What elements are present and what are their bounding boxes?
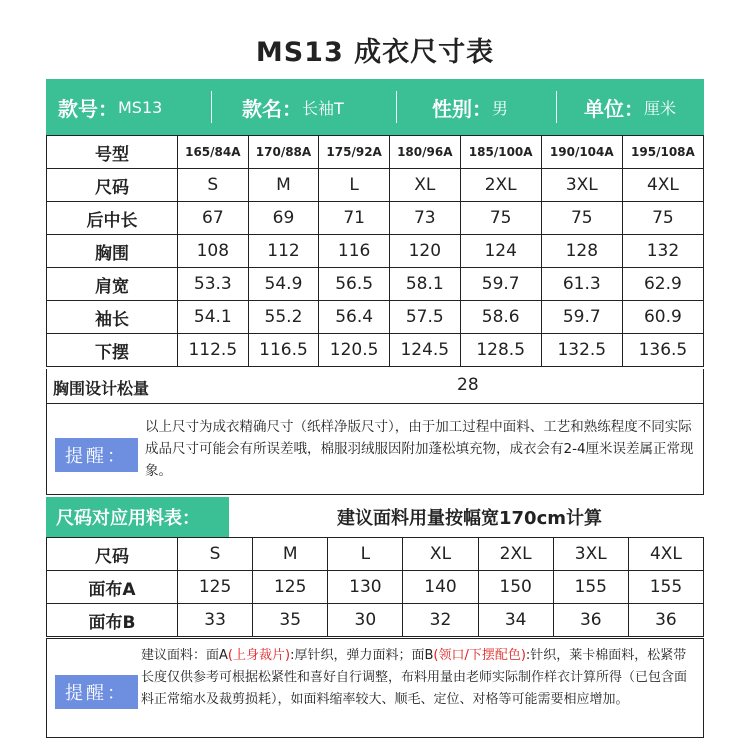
table-cell: 140 — [403, 571, 478, 604]
table-cell: 36 — [553, 604, 628, 637]
header-bar — [46, 79, 704, 135]
table-cell: M — [253, 538, 328, 571]
unit — [584, 79, 676, 135]
table-cell: 60.9 — [622, 301, 703, 334]
fabric-section-label: 尺码对应用料表： — [46, 497, 229, 537]
table-cell: 124 — [460, 235, 541, 268]
style-number-value: MS13 — [118, 97, 163, 117]
table-cell: 132 — [622, 235, 703, 268]
table-cell: 56.5 — [319, 268, 390, 301]
unit-label: 单位： — [584, 96, 644, 121]
table-cell: 190/104A — [541, 136, 622, 169]
table-cell: 150 — [478, 571, 553, 604]
table-row — [47, 268, 704, 301]
table-cell: 58.6 — [460, 301, 541, 334]
table-row — [47, 169, 704, 202]
style-name-value: 长袖T — [302, 98, 344, 118]
row-header: 面布B — [47, 604, 178, 637]
fabric-note-highlight: (上身裁片) — [227, 648, 291, 663]
row-header: 尺码 — [47, 538, 178, 571]
table-row — [47, 301, 704, 334]
table-cell: 71 — [319, 202, 390, 235]
table-cell: 3XL — [541, 169, 622, 202]
unit-value: 厘米 — [644, 98, 677, 118]
table-cell: 33 — [178, 604, 253, 637]
table-cell: XL — [389, 169, 460, 202]
table-row — [47, 334, 704, 367]
style-number — [58, 79, 162, 135]
table-cell: 165/84A — [178, 136, 249, 169]
table-cell: 54.1 — [178, 301, 249, 334]
style-name — [242, 79, 344, 135]
table-cell: 120.5 — [319, 334, 390, 367]
fabric-note-part: 建议面料：面A — [141, 648, 228, 663]
table-cell: 128 — [541, 235, 622, 268]
table-cell: 54.9 — [248, 268, 319, 301]
table-cell: 75 — [622, 202, 703, 235]
table-cell: 69 — [248, 202, 319, 235]
table-row — [47, 538, 704, 571]
fabric-note-part: :针织，莱卡棉面料，松紧带长度仅供参考可根据松紧性和喜好自行调整，布料用量由老师实际制作样衣计算所得（已包含面料正常缩水及裁剪损耗），如面料缩率较大、顺毛、定位、对格等可能需要相应增加。 — [141, 648, 688, 707]
table-cell: 175/92A — [319, 136, 390, 169]
reminder-text: 以上尺寸为成衣精确尺寸（纸样净版尺寸），由于加工过程中面料、工艺和熟练程度不同实际成品尺寸可能会有所误差哦，棉服羽绒服因附加蓬松填充物，成衣会有2-4厘米误差属正常现象。 — [145, 419, 694, 479]
reminder-tag: 提醒： — [55, 438, 138, 472]
chest-ease-row — [46, 369, 704, 404]
table-cell: 132.5 — [541, 334, 622, 367]
reminder-box — [46, 403, 704, 495]
chest-ease-label: 胸围设计松量 — [53, 379, 150, 398]
table-cell: 35 — [253, 604, 328, 637]
table-row — [47, 136, 704, 169]
table-cell: 57.5 — [389, 301, 460, 334]
table-cell: 73 — [389, 202, 460, 235]
table-cell: 67 — [178, 202, 249, 235]
table-cell: 34 — [478, 604, 553, 637]
table-cell: 58.1 — [389, 268, 460, 301]
table-row — [47, 202, 704, 235]
table-cell: 195/108A — [622, 136, 703, 169]
header-divider — [396, 91, 397, 123]
table-cell: 2XL — [460, 169, 541, 202]
chest-ease-value: 28 — [457, 375, 479, 395]
table-cell: 125 — [253, 571, 328, 604]
table-row — [47, 235, 704, 268]
table-cell: M — [248, 169, 319, 202]
table-cell: 112 — [248, 235, 319, 268]
table-cell: 4XL — [622, 169, 703, 202]
table-cell: 130 — [328, 571, 403, 604]
table-cell: 124.5 — [389, 334, 460, 367]
table-cell: 125 — [178, 571, 253, 604]
table-cell: 59.7 — [541, 301, 622, 334]
table-cell: 75 — [541, 202, 622, 235]
table-cell: 59.7 — [460, 268, 541, 301]
row-header: 下摆 — [47, 334, 178, 367]
table-cell: 3XL — [553, 538, 628, 571]
gender — [432, 79, 508, 135]
header-divider — [211, 91, 212, 123]
table-cell: L — [328, 538, 403, 571]
fabric-table — [46, 537, 704, 637]
fabric-section-note: 建议面料用量按幅宽170cm计算 — [337, 508, 602, 529]
table-cell: 2XL — [478, 538, 553, 571]
fabric-note-part: :厚针织，弹力面料；面B — [290, 648, 434, 663]
header-divider — [556, 91, 557, 123]
row-header: 面布A — [47, 571, 178, 604]
table-cell: 32 — [403, 604, 478, 637]
table-cell: 155 — [628, 571, 703, 604]
style-name-label: 款名： — [242, 96, 302, 121]
table-cell: 112.5 — [178, 334, 249, 367]
table-cell: XL — [403, 538, 478, 571]
table-cell: 136.5 — [622, 334, 703, 367]
table-row — [47, 604, 704, 637]
page-title: MS13 成衣尺寸表 — [255, 37, 495, 68]
table-cell: 180/96A — [389, 136, 460, 169]
row-header: 肩宽 — [47, 268, 178, 301]
table-cell: 56.4 — [319, 301, 390, 334]
table-cell: 155 — [553, 571, 628, 604]
row-header: 胸围 — [47, 235, 178, 268]
table-cell: 55.2 — [248, 301, 319, 334]
table-cell: S — [178, 169, 249, 202]
row-header: 袖长 — [47, 301, 178, 334]
table-cell: 4XL — [628, 538, 703, 571]
table-cell: 120 — [389, 235, 460, 268]
table-cell: 30 — [328, 604, 403, 637]
table-cell: 185/100A — [460, 136, 541, 169]
row-header: 尺码 — [47, 169, 178, 202]
table-cell: 62.9 — [622, 268, 703, 301]
table-cell: 128.5 — [460, 334, 541, 367]
fabric-note-highlight: (领口/下摆配色) — [433, 648, 526, 663]
fabric-reminder-text — [141, 645, 697, 711]
fabric-reminder-box — [46, 638, 704, 738]
row-header: 号型 — [47, 136, 178, 169]
table-cell: 61.3 — [541, 268, 622, 301]
size-table — [46, 135, 704, 367]
table-cell: 36 — [628, 604, 703, 637]
gender-value: 男 — [492, 98, 509, 118]
table-cell: 116.5 — [248, 334, 319, 367]
table-cell: 170/88A — [248, 136, 319, 169]
table-cell: L — [319, 169, 390, 202]
fabric-reminder-tag: 提醒： — [55, 675, 138, 709]
table-cell: 53.3 — [178, 268, 249, 301]
style-number-label: 款号： — [58, 96, 118, 121]
gender-label: 性别： — [432, 96, 492, 121]
table-cell: 75 — [460, 202, 541, 235]
table-row — [47, 571, 704, 604]
table-cell: 108 — [178, 235, 249, 268]
table-cell: 116 — [319, 235, 390, 268]
row-header: 后中长 — [47, 202, 178, 235]
table-cell: S — [178, 538, 253, 571]
